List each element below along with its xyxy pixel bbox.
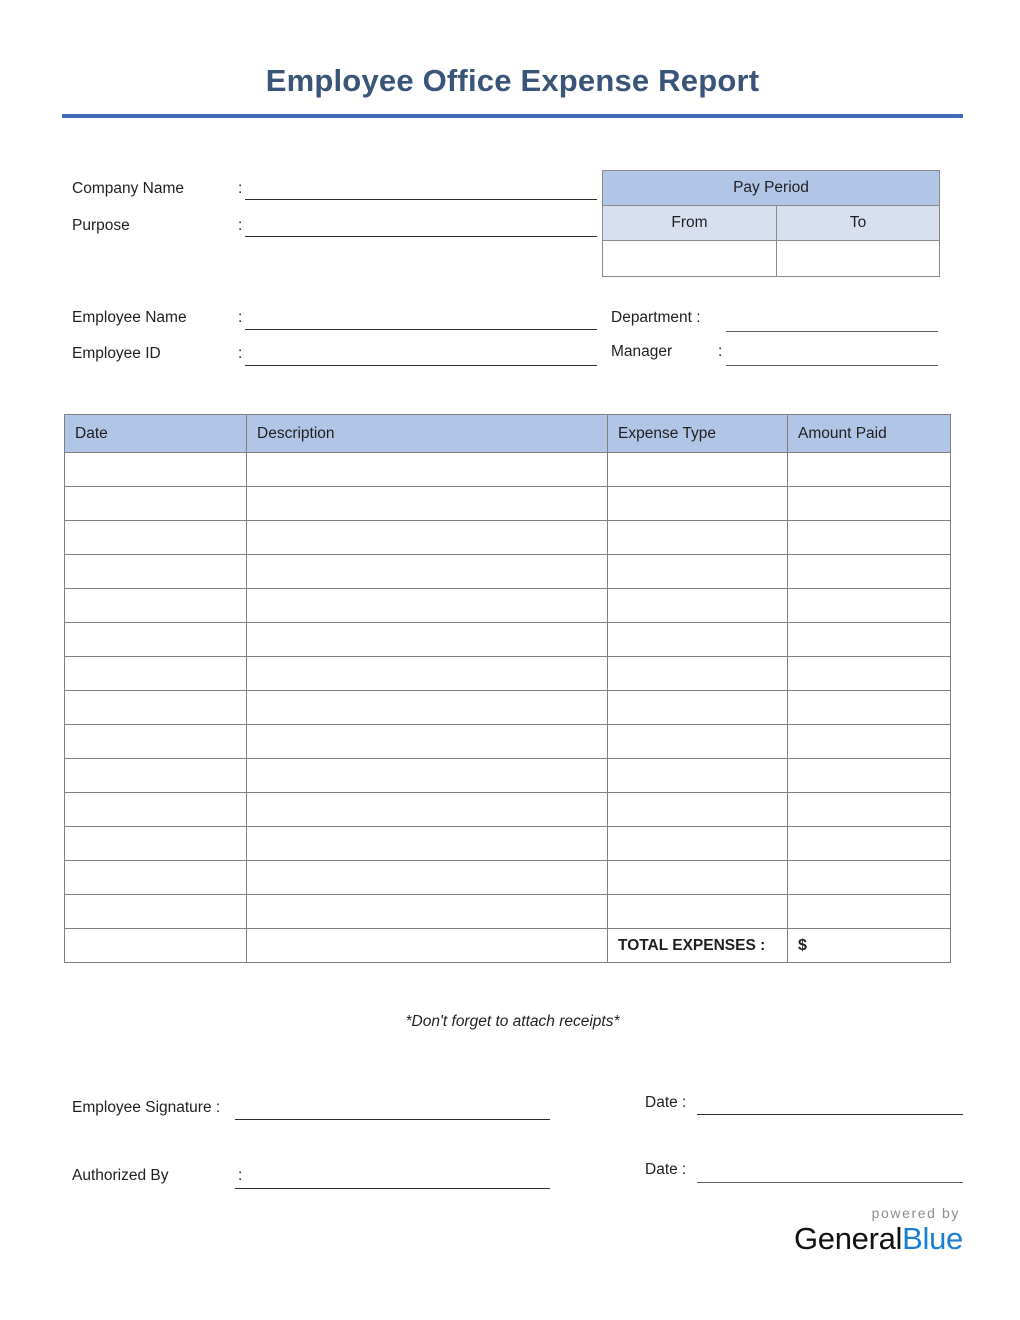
authorized-date-label: Date : — [645, 1161, 687, 1178]
column-header-expense-type: Expense Type — [608, 415, 788, 453]
cell-expense-type[interactable] — [608, 895, 788, 929]
cell-description[interactable] — [247, 623, 608, 657]
cell-description[interactable] — [247, 589, 608, 623]
cell-amount-paid[interactable] — [788, 691, 951, 725]
table-row — [65, 657, 951, 691]
authorized-by-label: Authorized By — [72, 1167, 169, 1184]
total-expenses-label: TOTAL EXPENSES : — [608, 929, 788, 963]
employee-signature-label: Employee Signature : — [72, 1099, 221, 1116]
cell-amount-paid[interactable] — [788, 521, 951, 555]
cell-description[interactable] — [247, 793, 608, 827]
cell-date[interactable] — [65, 793, 247, 827]
manager-input-line[interactable] — [726, 365, 938, 366]
cell-expense-type[interactable] — [608, 623, 788, 657]
employee-name-label: Employee Name — [72, 309, 187, 326]
cell-description[interactable] — [247, 725, 608, 759]
expense-table-header-row — [65, 415, 951, 453]
company-name-label: Company Name — [72, 180, 184, 197]
total-row-description-cell — [247, 929, 608, 963]
table-row — [65, 521, 951, 555]
pay-period-from-value[interactable] — [603, 241, 777, 276]
cell-expense-type[interactable] — [608, 589, 788, 623]
total-row-date-cell — [65, 929, 247, 963]
employee-date-input-line[interactable] — [697, 1114, 963, 1115]
table-row — [65, 691, 951, 725]
employee-date-label: Date : — [645, 1094, 687, 1111]
company-name-colon: : — [238, 180, 243, 197]
table-row — [65, 827, 951, 861]
cell-expense-type[interactable] — [608, 657, 788, 691]
table-row — [65, 895, 951, 929]
table-row — [65, 725, 951, 759]
column-header-date: Date — [65, 415, 247, 453]
cell-amount-paid[interactable] — [788, 657, 951, 691]
cell-amount-paid[interactable] — [788, 725, 951, 759]
employee-id-label: Employee ID — [72, 345, 161, 362]
cell-description[interactable] — [247, 691, 608, 725]
powered-by-text: powered by — [871, 1205, 960, 1221]
cell-date[interactable] — [65, 759, 247, 793]
cell-amount-paid[interactable] — [788, 895, 951, 929]
column-header-description: Description — [247, 415, 608, 453]
expense-table-body — [65, 453, 951, 929]
cell-amount-paid[interactable] — [788, 623, 951, 657]
cell-amount-paid[interactable] — [788, 453, 951, 487]
purpose-colon: : — [238, 217, 243, 234]
pay-period-to-value[interactable] — [777, 241, 939, 276]
cell-expense-type[interactable] — [608, 487, 788, 521]
cell-expense-type[interactable] — [608, 827, 788, 861]
cell-description[interactable] — [247, 861, 608, 895]
cell-expense-type[interactable] — [608, 861, 788, 895]
cell-expense-type[interactable] — [608, 759, 788, 793]
cell-date[interactable] — [65, 623, 247, 657]
cell-date[interactable] — [65, 657, 247, 691]
cell-expense-type[interactable] — [608, 521, 788, 555]
cell-date[interactable] — [65, 521, 247, 555]
pay-period-title: Pay Period — [603, 171, 939, 206]
cell-description[interactable] — [247, 453, 608, 487]
purpose-input-line[interactable] — [245, 236, 597, 237]
cell-amount-paid[interactable] — [788, 759, 951, 793]
cell-expense-type[interactable] — [608, 725, 788, 759]
employee-signature-input-line[interactable] — [235, 1119, 550, 1120]
authorized-by-colon: : — [238, 1167, 243, 1184]
employee-name-colon: : — [238, 309, 243, 326]
cell-date[interactable] — [65, 555, 247, 589]
logo-wordmark — [794, 1221, 963, 1257]
expense-table — [64, 414, 951, 963]
cell-amount-paid[interactable] — [788, 827, 951, 861]
cell-expense-type[interactable] — [608, 793, 788, 827]
page-title-text: Employee Office Expense Report — [265, 63, 760, 98]
cell-date[interactable] — [65, 487, 247, 521]
authorized-date-input-line[interactable] — [697, 1182, 963, 1183]
cell-description[interactable] — [247, 759, 608, 793]
pay-period-value-row — [603, 241, 939, 276]
cell-description[interactable] — [247, 895, 608, 929]
cell-date[interactable] — [65, 827, 247, 861]
attach-receipts-note: *Don't forget to attach receipts* — [405, 1013, 620, 1030]
department-label: Department : — [611, 309, 701, 326]
table-row — [65, 555, 951, 589]
cell-amount-paid[interactable] — [788, 487, 951, 521]
page-title — [62, 60, 963, 102]
company-name-input-line[interactable] — [245, 199, 597, 200]
employee-id-colon: : — [238, 345, 243, 362]
pay-period-to-label: To — [777, 206, 939, 240]
logo-word-general: General — [793, 1221, 903, 1256]
generalblue-logo — [794, 1205, 963, 1257]
cell-date[interactable] — [65, 895, 247, 929]
cell-expense-type[interactable] — [608, 453, 788, 487]
expense-table-total-row — [65, 929, 951, 963]
table-row — [65, 589, 951, 623]
cell-expense-type[interactable] — [608, 555, 788, 589]
table-row — [65, 623, 951, 657]
cell-description[interactable] — [247, 521, 608, 555]
cell-description[interactable] — [247, 555, 608, 589]
employee-id-input-line[interactable] — [245, 365, 597, 366]
cell-date[interactable] — [65, 453, 247, 487]
cell-date[interactable] — [65, 691, 247, 725]
table-row — [65, 487, 951, 521]
table-row — [65, 793, 951, 827]
purpose-label: Purpose — [72, 217, 130, 234]
cell-amount-paid[interactable] — [788, 555, 951, 589]
manager-colon: : — [718, 343, 723, 360]
title-divider — [62, 114, 963, 118]
authorized-by-input-line[interactable] — [235, 1188, 550, 1189]
employee-name-input-line[interactable] — [245, 329, 597, 330]
cell-description[interactable] — [247, 827, 608, 861]
cell-date[interactable] — [65, 589, 247, 623]
cell-description[interactable] — [247, 487, 608, 521]
logo-word-blue: Blue — [902, 1221, 963, 1256]
cell-amount-paid[interactable] — [788, 589, 951, 623]
pay-period-table — [602, 170, 940, 277]
manager-label: Manager — [611, 343, 673, 360]
table-row — [65, 759, 951, 793]
department-input-line[interactable] — [726, 331, 938, 332]
pay-period-from-label: From — [603, 206, 777, 240]
cell-date[interactable] — [65, 861, 247, 895]
table-row — [65, 861, 951, 895]
table-row — [65, 453, 951, 487]
pay-period-subheader-row — [603, 206, 939, 241]
cell-amount-paid[interactable] — [788, 861, 951, 895]
cell-expense-type[interactable] — [608, 691, 788, 725]
cell-description[interactable] — [247, 657, 608, 691]
total-expenses-amount[interactable]: $ — [788, 929, 951, 963]
column-header-amount-paid: Amount Paid — [788, 415, 951, 453]
cell-date[interactable] — [65, 725, 247, 759]
cell-amount-paid[interactable] — [788, 793, 951, 827]
